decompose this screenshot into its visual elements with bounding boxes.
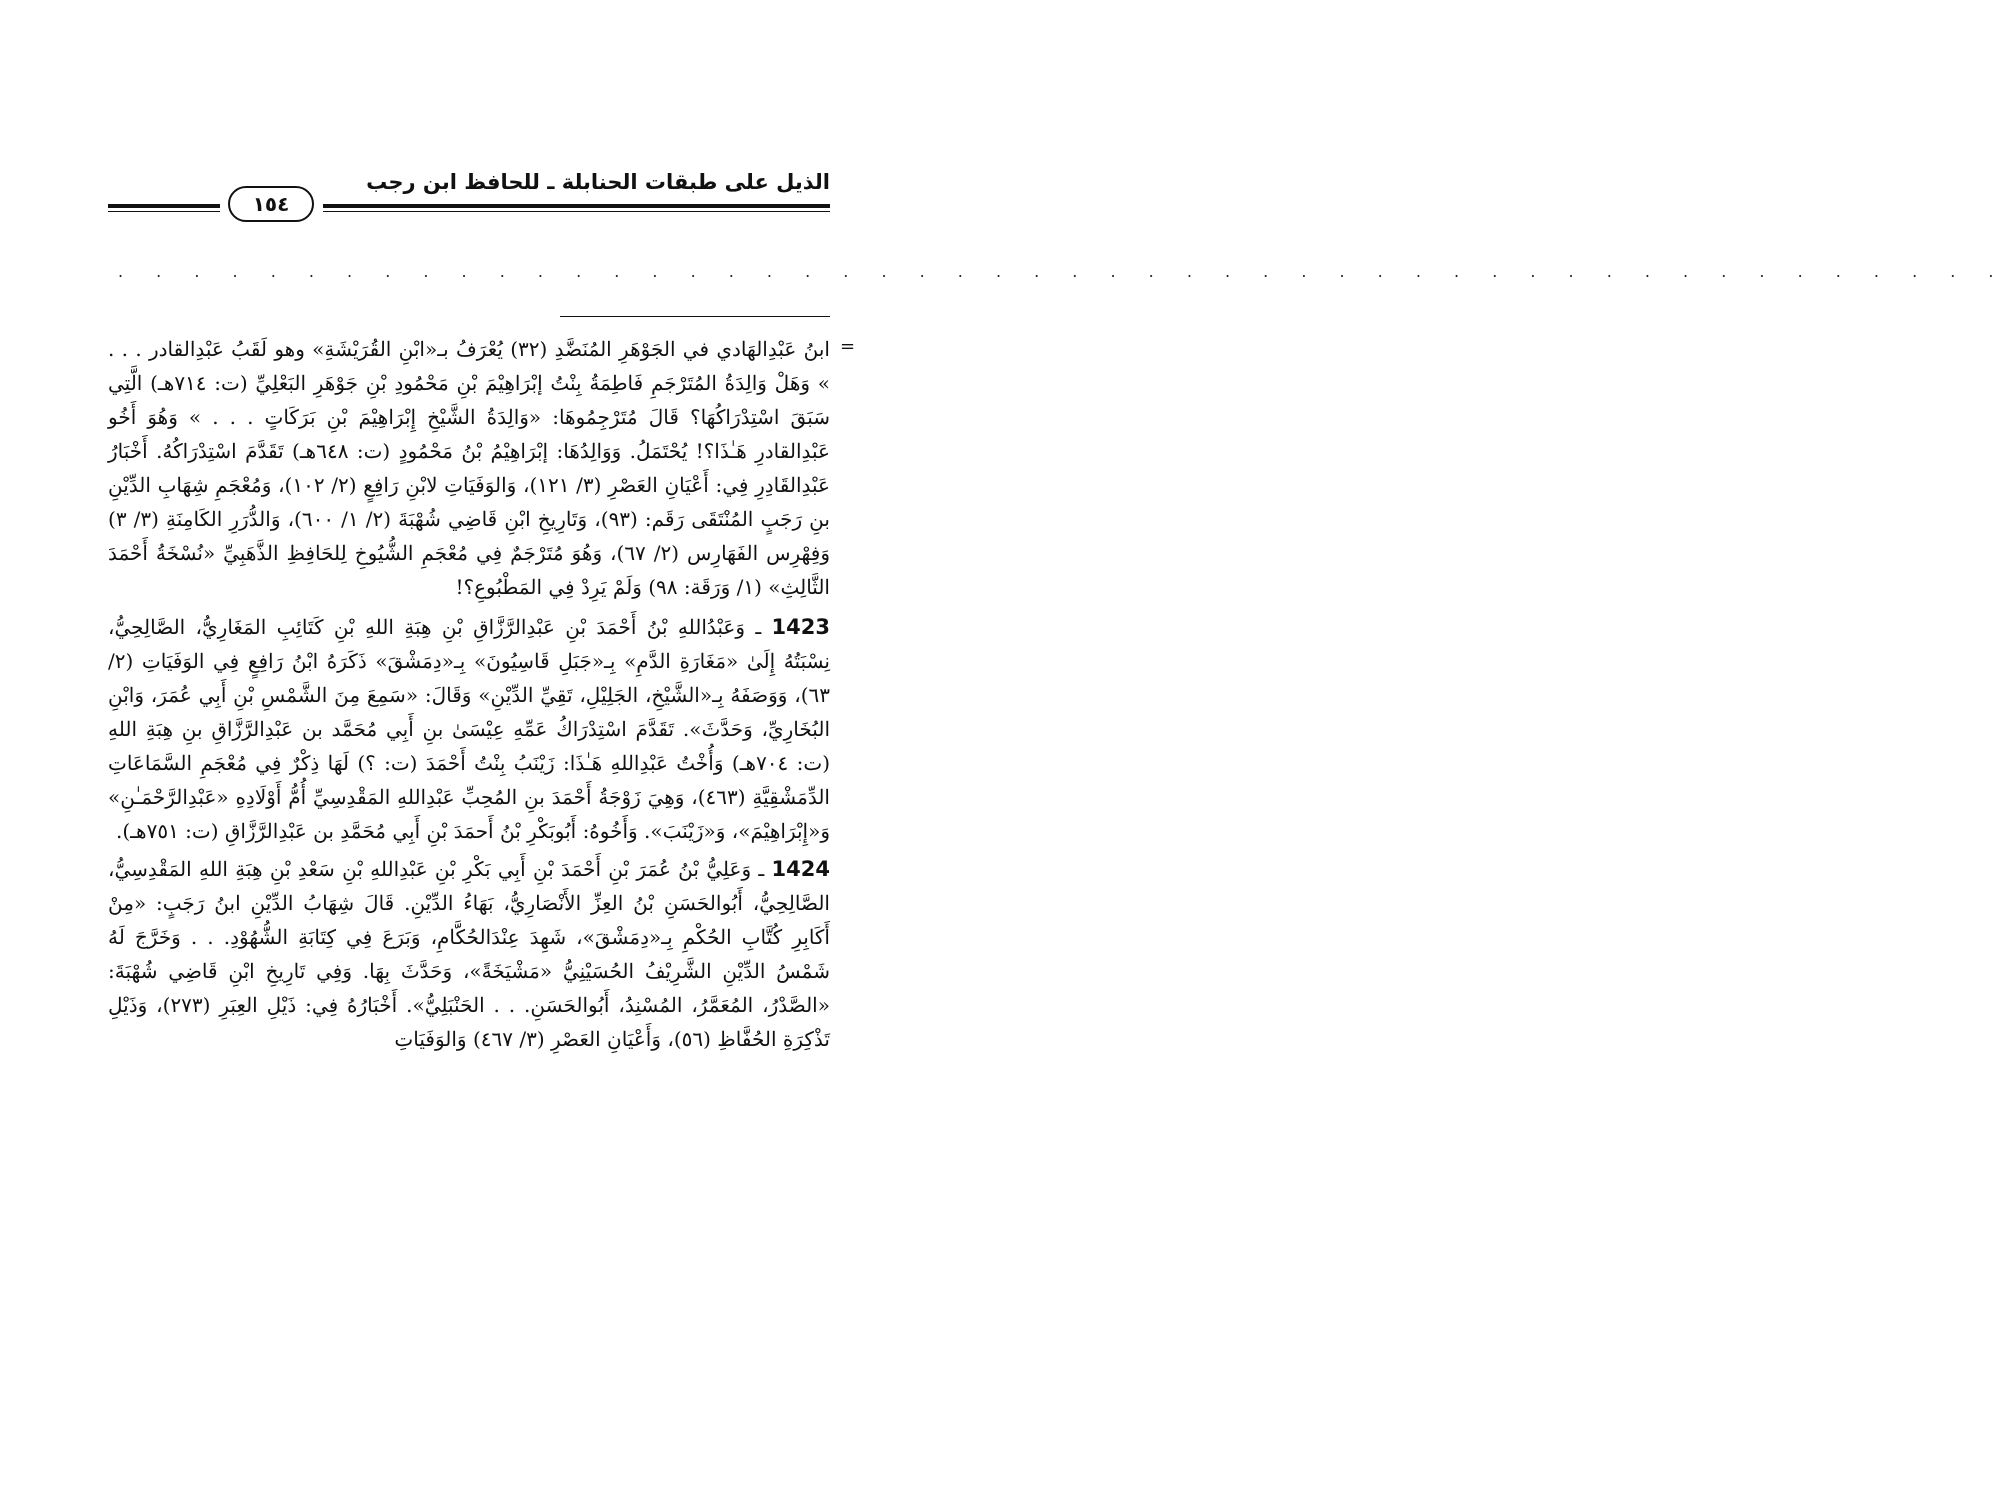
separator-dots: . . . . . . . . . . . . . . . . . . . . . . . . . . . . . . . . . . . . . . . . . . . . . . . . . . bbox=[118, 262, 2008, 281]
header-rule bbox=[323, 211, 830, 212]
header-rule bbox=[108, 211, 220, 212]
entry-paragraph bbox=[108, 852, 830, 1056]
entry-text: ـ وَعَبْدُاللهِ بْنُ أَحْمَدَ بْنِ عَبْدِالرَّزَّاقِ بْنِ هِبَةِ اللهِ بْنِ كَتَائِبِ المَغَارِيُّ، الصَّالِحِيُّ، نِسْبَتُهُ إِلَىٰ «مَغَارَةِ الدَّمِ» بِـ«جَبَلِ قَاسِيُونَ» بِـ«دِمَشْقَ» ذَكَرَهُ ابْنُ رَافِعٍ فِي الوَفَيَاتِ (٢/ ٦٣)، وَوَصَفَهُ بِـ«الشَّيْخِ، الجَلِيْلِ، تَقِيِّ الدِّيْنِ» وَقَالَ: «سَمِعَ مِنَ الشَّمْسِ بْنِ أَبِي عُمَرَ، وَابْنِ البُخَارِيِّ، وَحَدَّثَ». تَقَدَّمَ اسْتِدْرَاكُ عَمِّهِ عِيْسَىٰ بنِ أَبِي مُحَمَّد بن عَبْدِالرَّزَّاقِ بنِ هِبَةِ اللهِ (ت: ٧٠٤هـ) وَأُخْتُ عَبْدِاللهِ هَـٰذَا: زَيْنَبُ بِنْتُ أَحْمَدَ (ت: ؟) لَهَا ذِكْرٌ فِي مُعْجَمِ السَّمَاعَاتِ الدِّمَشْقِيَّةِ (٤٦٣)، وَهِيَ زَوْجَةُ أَحْمَدَ بنِ المُحِبِّ عَبْدِاللهِ المَقْدِسِيِّ أُمُّ أَوْلَادِهِ «عَبْدِالرَّحْمَـٰنِ» وَ«إِبْرَاهِيْمَ»، وَ«زَيْنَبَ». وَأَخُوهُ: أَبُوبَكْرِ بْنُ أَحمَدَ بْنِ أَبِي مُحَمَّدِ بن عَبْدِالرَّزَّاقِ (ت: ٧٥١هـ). bbox=[108, 615, 831, 843]
header-rule bbox=[323, 204, 830, 208]
page-number: ١٥٤ bbox=[228, 186, 314, 222]
footnote-rule bbox=[560, 316, 830, 317]
header-rule bbox=[108, 204, 220, 208]
entry-text: ـ وَعَلِيُّ بْنُ عُمَرَ بْنِ أَحْمَدَ بْنِ أَبِي بَكْرِ بْنِ عَبْدِاللهِ بْنِ سَعْدِ بْنِ هِبَةِ اللهِ المَقْدِسِيُّ، الصَّالِحِيُّ، أَبُوالحَسَنِ بْنُ العِزِّ الأَنْصَارِيُّ، بَهَاءُ الدِّيْنِ. قَالَ شِهَابُ الدِّيْنِ ابنُ رَجَبٍ: «مِنْ أَكَابِرِ كُتَّابِ الحُكْمِ بِـ«دِمَشْقَ»، شَهِدَ عِنْدَالحُكَّامِ، وَبَرَعَ فِي كِتَابَةِ الشُّهُوْدِ. . . وَخَرَّجَ لَهُ شَمْسُ الدِّيْنِ الشَّرِيْفُ الحُسَيْنِيُّ «مَشْيَخَةً»، وَحَدَّثَ بِهَا. وَفِي تَارِيخِ ابْنِ قَاضِي شُهْبَةَ: «الصَّدْرُ، المُعَمَّرُ، المُسْنِدُ، أَبُوالحَسَنِ. . . الحَنْبَلِيُّ». أَخْبَارُهُ فِي: ذَيْلِ العِبَرِ (٢٧٣)، وَذَيْلِ تَذْكِرَةِ الحُفَّاظِ (٥٦)، وَأَعْيَانِ العَصْرِ (٣/ ٤٦٧) وَالوَفَيَاتِ bbox=[108, 857, 830, 1051]
entry-number: 1423 bbox=[771, 615, 830, 639]
entry-number: 1424 bbox=[771, 857, 830, 881]
footnote-continuation-mark: = bbox=[840, 336, 856, 357]
page-body bbox=[108, 332, 830, 1060]
page-header bbox=[108, 158, 830, 218]
footnote-paragraph: ابنُ عَبْدِالهَادي في الجَوْهَرِ المُنَضَّدِ (٣٢) يُعْرَفُ بـ«ابْنِ القُرَيْشَةِ» وهو لَقَبُ عَبْدِالقادر . . . » وَهَلْ وَالِدَةُ المُتَرْجَمِ فَاطِمَةُ بِنْتُ إبْرَاهِيْمَ بْنِ مَحْمُودِ بْنِ جَوْهَرِ البَعْلِيِّ (ت: ٧١٤هـ) الَّتِي سَبَقَ اسْتِدْرَاكُهَا؟ قَالَ مُتَرْجِمُوهَا: «وَالِدَةُ الشَّيْخِ إِبْرَاهِيْمَ بْنِ بَرَكَاتٍ . . . » وَهُوَ أَخُو عَبْدِالقادرِ هَـٰذَا؟! يُحْتَمَلُ. وَوَالِدُهَا: إبْرَاهِيْمُ بْنُ مَحْمُودٍ (ت: ٦٤٨هـ) تَقَدَّمَ اسْتِدْرَاكُهُ. أَخْبَارُ عَبْدِالقَادِرِ فِي: أَعْيَانِ العَصْرِ (٣/ ١٢١)، وَالوَفَيَاتِ لابْنِ رَافِعٍ (٢/ ١٠٢)، وَمُعْجَمِ شِهَابِ الدِّيْنِ بنِ رَجَبٍ المُنْتَقَى رَقَم: (٩٣)، وَتَارِيخِ ابْنِ قَاضِي شُهْبَةَ (٢/ ١/ ٦٠٠)، وَالدُّرَرِ الكَامِنَةِ (٣/ ٣) وَفِهْرِس الفَهَارِس (٢/ ٦٧)، وَهُوَ مُتَرْجَمٌ فِي مُعْجَمِ الشُّيُوخِ لِلحَافِظِ الذَّهَبِيِّ «نُسْخَةُ أَحْمَدَ الثَّالِثِ» (١/ وَرَقَة: ٩٨) وَلَمْ يَرِدْ فِي المَطْبُوعِ؟! bbox=[108, 337, 830, 599]
entry-paragraph bbox=[108, 610, 830, 848]
running-title: الذيل على طبقات الحنابلة ـ للحافظ ابن رجب bbox=[366, 170, 830, 194]
